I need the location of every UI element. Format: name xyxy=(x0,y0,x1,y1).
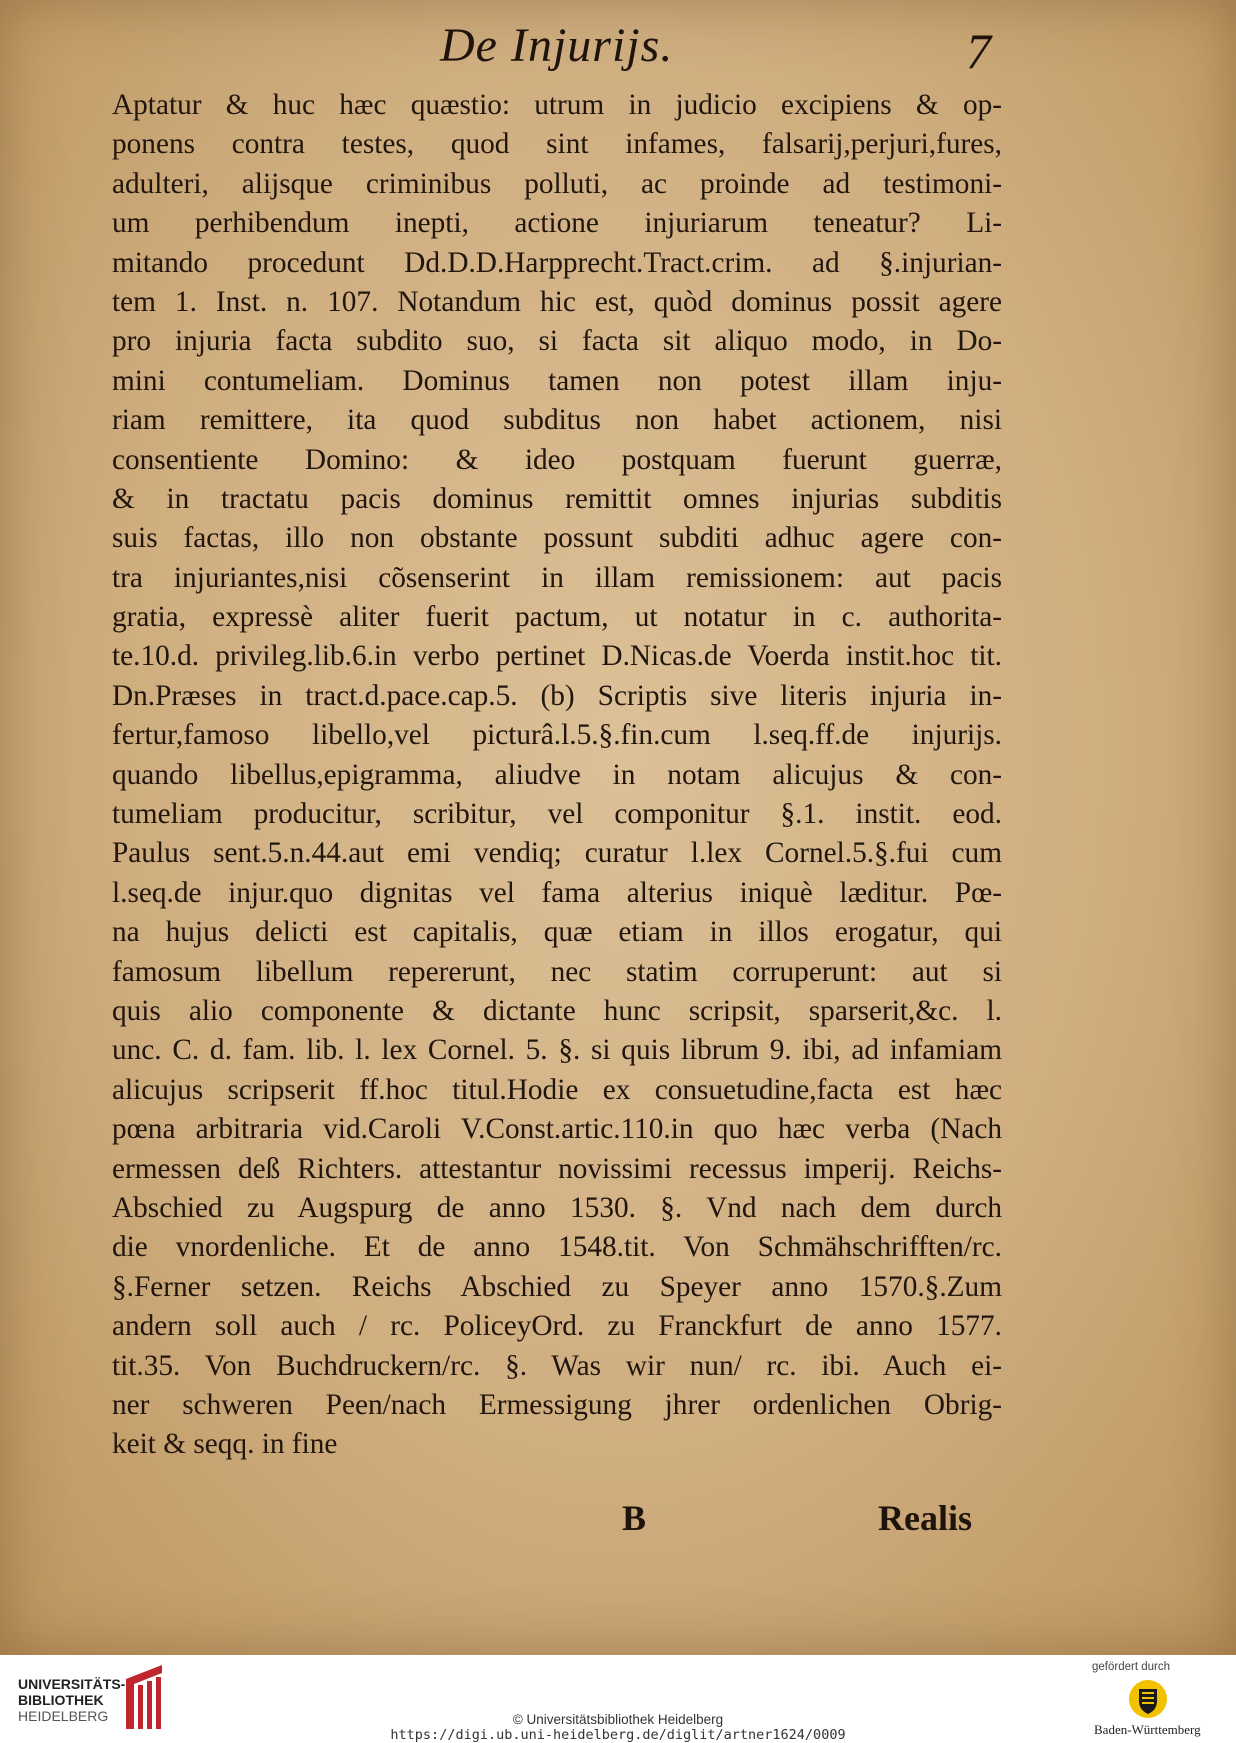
text-line: mitando procedunt Dd.D.D.Harpprecht.Tract.crim. ad §.injurian- xyxy=(112,246,1002,279)
text-line: ponens contra testes, quod sint infames, falsarij,perjuri,fures, xyxy=(112,128,1002,161)
text-line: um perhibendum inepti, actione injuriarum teneatur? Li- xyxy=(112,207,1002,240)
funder-name: Baden-Württemberg xyxy=(1094,1722,1201,1737)
text-line: quis alio componente & dictante hunc scripsit, sparserit,&c. l. xyxy=(112,994,1002,1027)
text-line-last: keit & seqq. in fine xyxy=(112,1428,338,1461)
text-line: mini contumeliam. Dominus tamen non potest illam inju- xyxy=(112,364,1002,397)
text-line: Aptatur & huc hæc quæstio: utrum in judicio excipiens & op- xyxy=(112,89,1002,121)
text-line: riam remittere, ita quod subditus non habet actionem, nisi xyxy=(112,404,1002,437)
text-line: tit.35. Von Buchdruckern/rc. §. Was wir nun/ rc. ibi. Auch ei- xyxy=(112,1349,1002,1382)
text-line: ner schweren Peen/nach Ermessigung jhrer ordenlichen Obrig- xyxy=(112,1388,1002,1421)
catchword: Realis xyxy=(878,1498,972,1538)
text-line: pœna arbitraria vid.Caroli V.Const.artic.110.in quo hæc verba (Nach xyxy=(112,1113,1002,1146)
running-head: De Injurijs. xyxy=(440,19,674,72)
library-name-line: HEIDELBERG xyxy=(18,1708,109,1724)
text-line: andern soll auch / rc. PoliceyOrd. zu Franckfurt de anno 1577. xyxy=(112,1310,1002,1343)
copyright-notice: © Universitätsbibliothek Heidelberg xyxy=(512,1712,724,1727)
text-line: Abschied zu Augspurg de anno 1530. §. Vnd nach dem durch xyxy=(112,1191,1002,1224)
library-name-line: BIBLIOTHEK xyxy=(18,1692,104,1708)
text-line: consentiente Domino: & ideo postquam fuerunt guerræ, xyxy=(112,443,1002,476)
text-line: §.Ferner setzen. Reichs Abschied zu Speyer anno 1570.§.Zum xyxy=(112,1270,1002,1303)
text-line: quando libellus,epigramma, aliudve in notam alicujus & con- xyxy=(112,758,1002,791)
text-line: unc. C. d. fam. lib. l. lex Cornel. 5. §. si quis librum 9. ibi, ad infamiam xyxy=(112,1034,1002,1067)
text-line: famosum libellum repererunt, nec statim corruperunt: aut si xyxy=(112,955,1002,988)
body-text xyxy=(112,86,1002,1465)
text-line: te.10.d. privileg.lib.6.in verbo pertinet D.Nicas.de Voerda instit.hoc tit. xyxy=(112,640,1002,673)
text-line: die vnordenliche. Et de anno 1548.tit. Von Schmähschrifften/rc. xyxy=(112,1231,1002,1264)
page-number: 7 xyxy=(966,23,991,79)
text-line: & in tractatu pacis dominus remittit omnes injurias subditis xyxy=(112,482,1002,515)
text-line: na hujus delicti est capitalis, quæ etiam in illos erogatur, qui xyxy=(112,916,1002,949)
text-line: pro injuria facta subdito suo, si facta sit aliquo modo, in Do- xyxy=(112,325,1002,358)
text-line: alicujus scripserit ff.hoc titul.Hodie ex consuetudine,facta est hæc xyxy=(112,1073,1002,1106)
text-line: l.seq.de injur.quo dignitas vel fama alterius iniquè læditur. Pœ- xyxy=(112,876,1002,909)
text-line: tem 1. Inst. n. 107. Notandum hic est, quòd dominus possit agere xyxy=(112,285,1002,318)
text-line: Dn.Præses in tract.d.pace.cap.5. (b) Scriptis sive literis injuria in- xyxy=(112,679,1002,712)
text-line: adulteri, alijsque criminibus polluti, ac proinde ad testimoni- xyxy=(112,167,1002,200)
text-line: tumeliam producitur, scribitur, vel componitur §.1. instit. eod. xyxy=(112,798,1002,831)
text-line: Paulus sent.5.n.44.aut emi vendiq; curatur l.lex Cornel.5.§.fui cum xyxy=(112,837,1002,870)
coat-of-arms-icon xyxy=(1128,1679,1168,1724)
text-line: fertur,famoso libello,vel picturâ.l.5.§.fin.cum l.seq.ff.de injurijs. xyxy=(112,719,1002,752)
viewer-footer xyxy=(0,1655,1236,1743)
text-line: suis factas, illo non obstante possunt subditi adhuc agere con- xyxy=(112,522,1002,555)
signature-mark: B xyxy=(622,1498,647,1538)
text-line: ermessen deß Richters. attestantur novissimi recessus imperij. Reichs- xyxy=(112,1152,1002,1185)
permalink-url[interactable]: https://digi.ub.uni-heidelberg.de/diglit/artner1624/0009 xyxy=(390,1727,846,1743)
text-line: gratia, expressè aliter fuerit pactum, ut notatur in c. authorita- xyxy=(112,601,1002,634)
library-name-line: UNIVERSITÄTS- xyxy=(18,1676,126,1692)
funder-label: gefördert durch xyxy=(1092,1661,1170,1673)
text-line: tra injuriantes,nisi cõsenserint in illam remissionem: aut pacis xyxy=(112,561,1002,594)
